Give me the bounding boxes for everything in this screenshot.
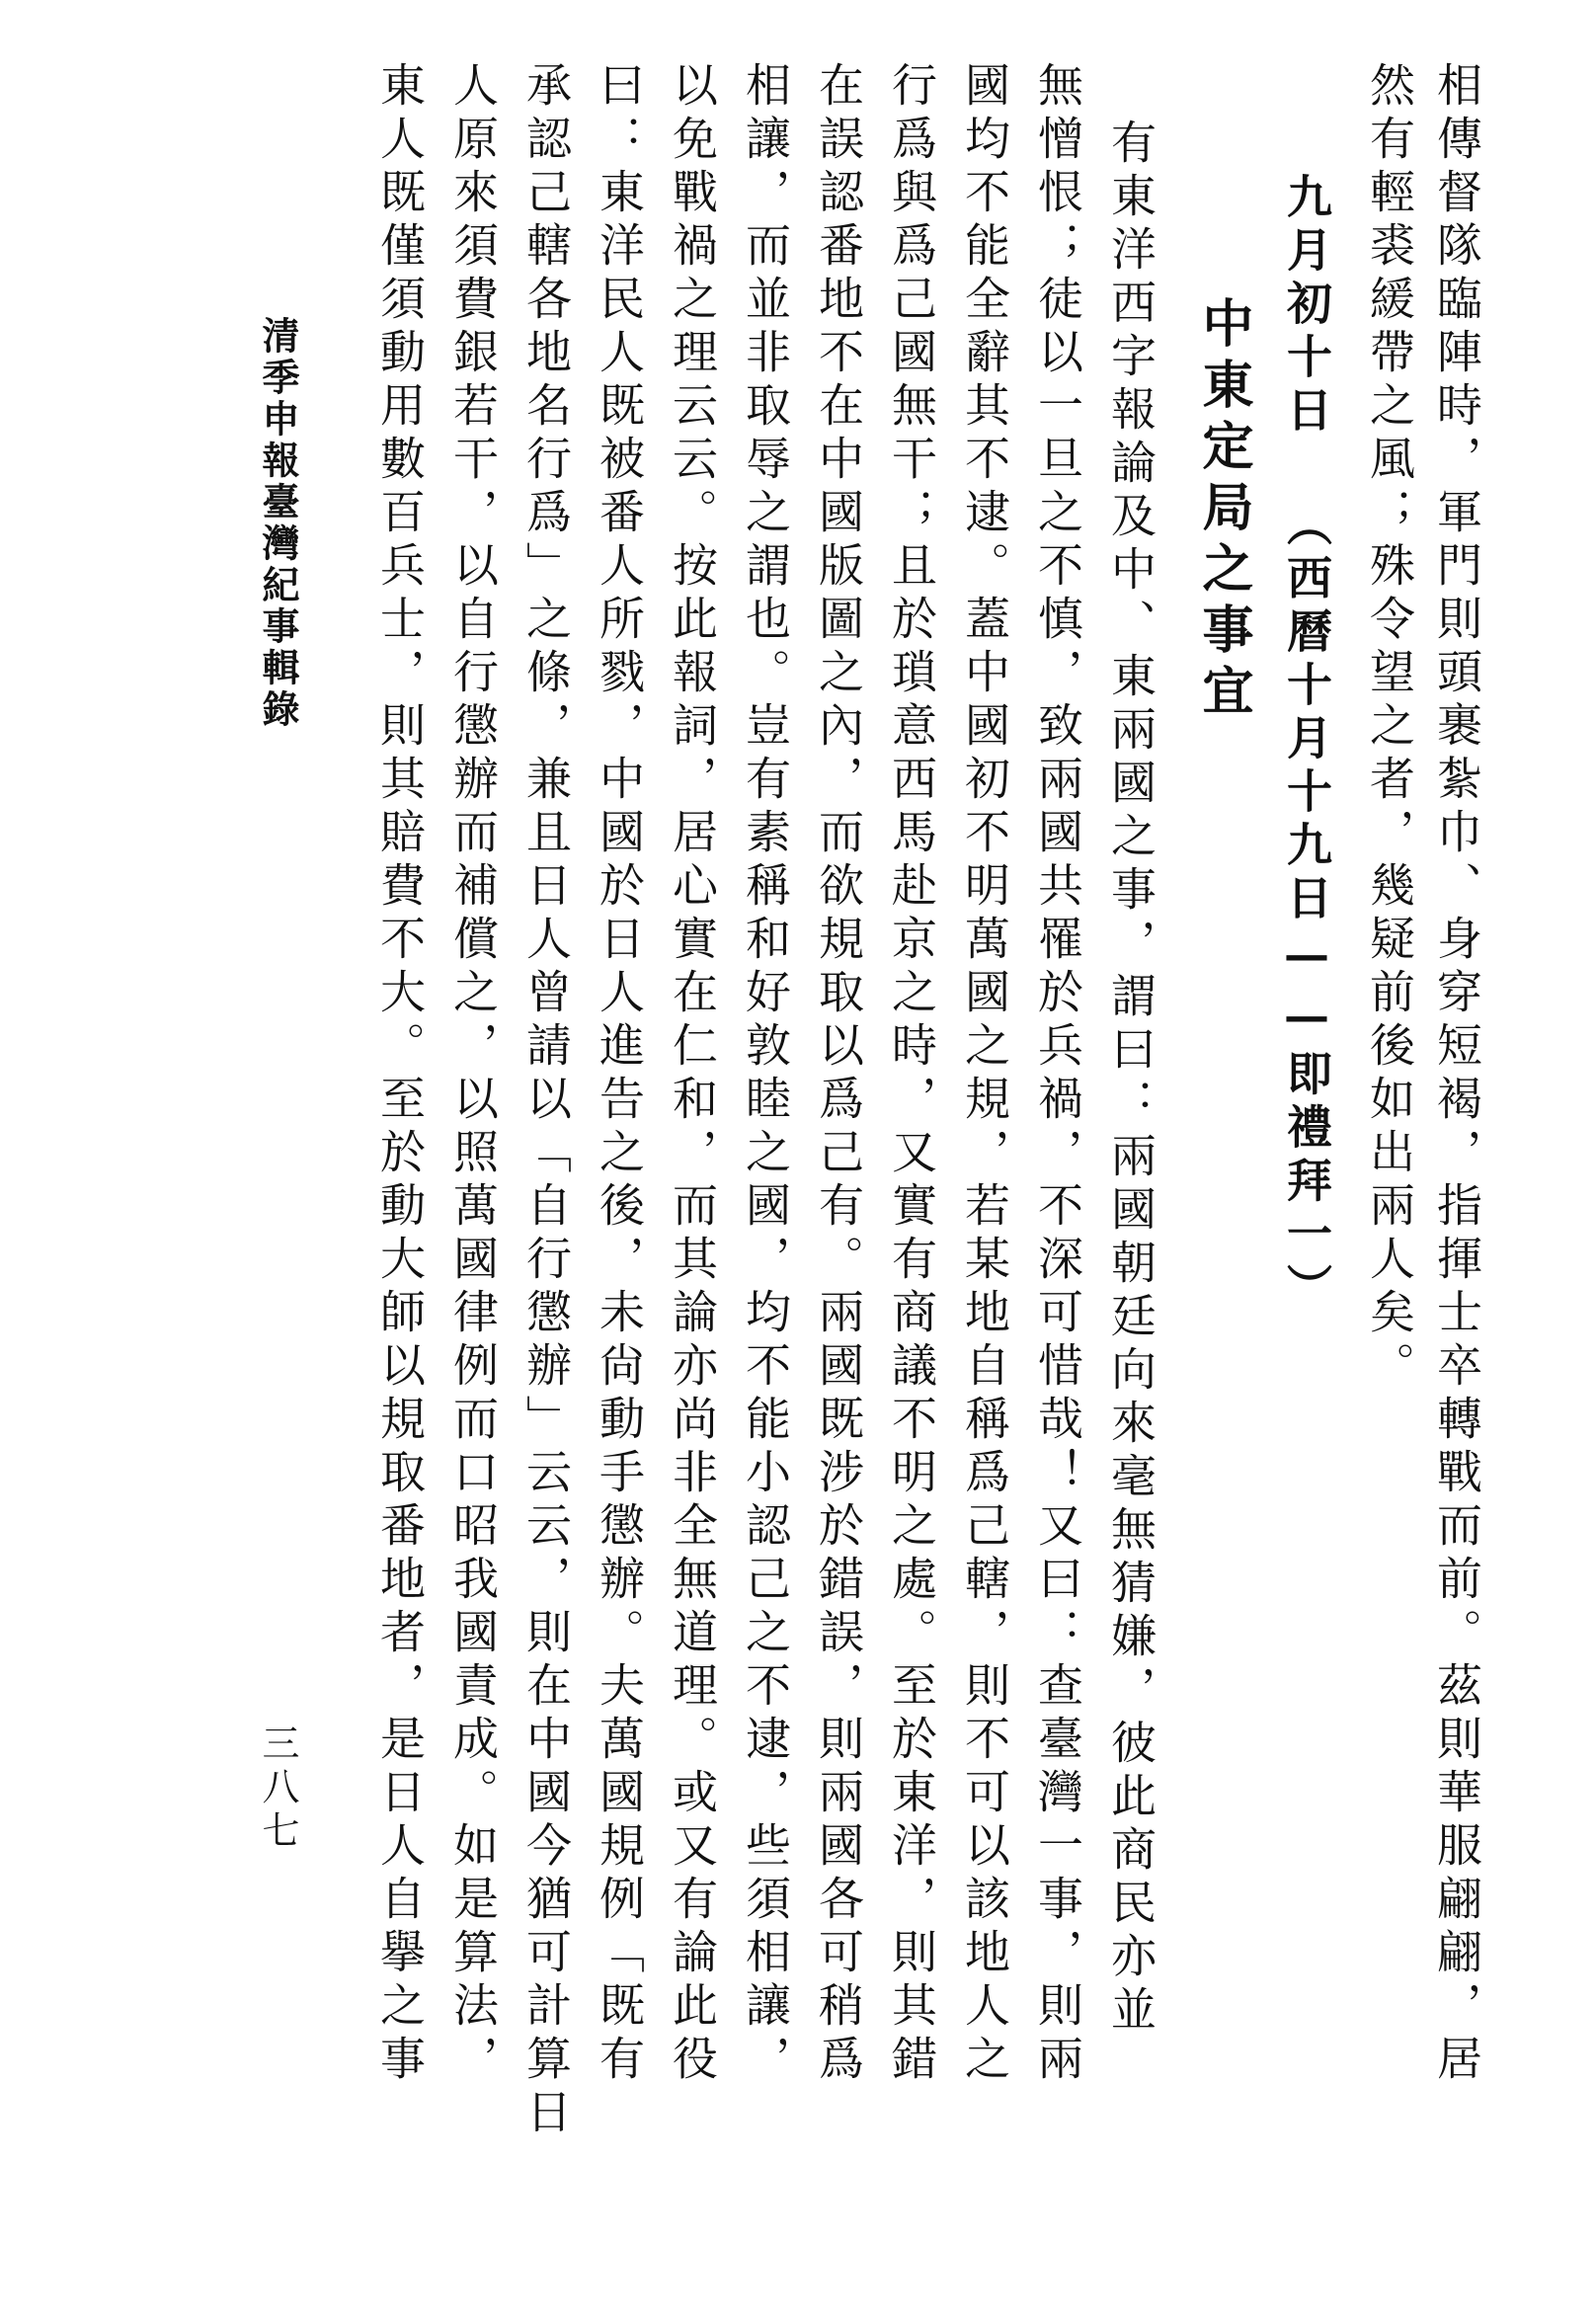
text-column-1: 相傳督隊臨陣時，軍門則頭裹紮巾、身穿短褐，指揮士卒轉戰而前。茲則華服翩翩，居 <box>1430 61 1483 2088</box>
text-column-14: 人原來須費銀若干，以自行懲辦而補償之，以照萬國律例而口昭我國責成。如是算法， <box>446 61 500 2088</box>
text-column-9: 在誤認番地不在中國版圖之內，而欲規取以爲己有。兩國既涉於錯誤，則兩國各可稍爲 <box>812 61 865 2088</box>
text-column-8: 行爲與爲己國無干；且於瑣意西馬赴京之時，又實有商議不明之處。至於東洋，則其錯 <box>885 61 938 2088</box>
page-number: 三八七 <box>256 1723 299 1854</box>
text-column-11: 以免戰禍之理云云。按此報詞，居心實在仁和，而其論亦尚非全無道理。或又有論此役 <box>666 61 719 2088</box>
text-column-12: 曰：東洋民人既被番人所戮，中國於日人進告之後，未尙動手懲辦。夫萬國規例「既有 <box>593 61 646 2088</box>
text-column-6: 無憎恨；徒以一旦之不慎，致兩國共罹於兵禍，不深可惜哉！又曰：查臺灣一事，則兩 <box>1031 61 1084 2088</box>
text-column-13: 承認己轄各地名行爲」之條，兼且日人曾請以「自行懲辦」云云，則在中國今猶可計算日 <box>519 61 573 2141</box>
book-title-footer: 清季申報臺灣紀事輯錄 <box>256 316 300 731</box>
text-column-2: 然有輕裘緩帶之風；殊令望之者，幾疑前後如出兩人矣。 <box>1363 61 1416 1395</box>
article-title: 中東定局之事宜 <box>1193 296 1253 725</box>
text-column-15: 東人既僅須動用數百兵士，則其賠費不大。至於動大師以規取番地者，是日人自擧之事 <box>373 61 427 2088</box>
date-heading: 九月初十日 （西曆十月十九日——即禮拜一） <box>1280 173 1333 1317</box>
text-column-5: 有東洋西字報論及中、東兩國之事，謂曰：兩國朝廷向來毫無猜嫌，彼此商民亦並 <box>1104 119 1157 2039</box>
text-column-7: 國均不能全辭其不逮。蓋中國初不明萬國之規，若某地自稱爲己轄，則不可以該地人之 <box>958 61 1011 2088</box>
text-column-10: 相讓，而並非取辱之謂也。豈有素稱和好敦睦之國，均不能小認己之不逮，些須相讓， <box>739 61 792 2088</box>
